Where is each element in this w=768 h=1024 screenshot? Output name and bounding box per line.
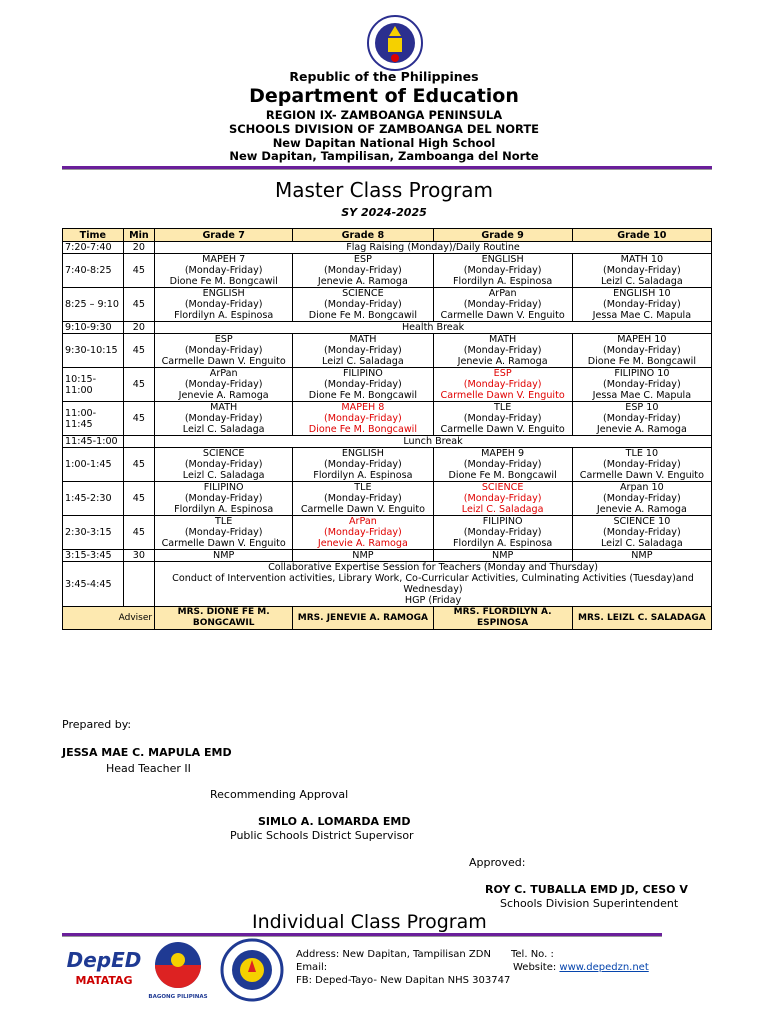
subject-name: MAPEH 9 xyxy=(481,448,525,459)
subject-name: ESP xyxy=(353,254,372,265)
subject-teacher: Dione Fe M. Bongcawil xyxy=(308,424,418,435)
adviser-name: MRS. JENEVIE A. RAMOGA xyxy=(293,607,433,630)
region-line: REGION IX- ZAMBOANGA PENINSULA xyxy=(265,108,503,122)
time-cell: 3:45-4:45 xyxy=(63,562,124,607)
subject-cell xyxy=(155,448,293,482)
approver-title: Schools Division Superintendent xyxy=(500,897,679,910)
subject-cell xyxy=(572,516,711,550)
subject-cell xyxy=(155,402,293,436)
plain-cell: NMP xyxy=(155,550,293,562)
plain-cell: NMP xyxy=(572,550,711,562)
subject-days: (Monday-Friday) xyxy=(463,345,542,356)
min-cell: 45 xyxy=(123,334,154,368)
subject-days: (Monday-Friday) xyxy=(184,459,263,470)
footer-fb: FB: Deped-Tayo- New Dapitan NHS 303747 xyxy=(296,975,511,986)
subject-teacher: Carmelle Dawn V. Enguito xyxy=(161,356,286,367)
adviser-label: Adviser xyxy=(63,607,155,630)
subject-teacher: Flordilyn A. Espinosa xyxy=(174,310,274,321)
subject-name: TLE xyxy=(215,516,233,527)
subject-name: TLE xyxy=(354,482,372,493)
min-cell: 45 xyxy=(123,288,154,322)
subject-name: ArPan xyxy=(348,516,377,527)
subject-teacher: Carmelle Dawn V. Enguito xyxy=(300,504,425,515)
recommender-name: SIMLO A. LOMARDA EMD xyxy=(258,815,411,828)
subject-cell xyxy=(433,402,572,436)
subject-name: ENGLISH xyxy=(481,254,524,265)
min-cell: 20 xyxy=(123,322,154,334)
time-cell: 1:00-1:45 xyxy=(63,448,124,482)
subject-days: (Monday-Friday) xyxy=(184,413,263,424)
division-line: SCHOOLS DIVISION OF ZAMBOANGA DEL NORTE xyxy=(228,122,540,136)
matatag-logo-text: MATATAG xyxy=(75,974,133,987)
subject-days: (Monday-Friday) xyxy=(184,493,263,504)
time-cell: 8:25 – 9:10 xyxy=(63,288,124,322)
subject-days: (Monday-Friday) xyxy=(603,299,681,310)
subject-name: MAPEH 7 xyxy=(202,254,246,265)
column-header: Grade 10 xyxy=(572,229,711,242)
subject-cell xyxy=(155,516,293,550)
subject-name: ESP 10 xyxy=(625,402,659,413)
individual-class-program-title: Individual Class Program xyxy=(252,911,487,933)
plain-cell: NMP xyxy=(293,550,433,562)
subject-cell xyxy=(293,254,433,288)
table-body xyxy=(63,242,712,630)
subject-name: FILIPINO xyxy=(203,482,244,493)
subject-days: (Monday-Friday) xyxy=(184,345,263,356)
website-label: Website: xyxy=(513,962,557,973)
subject-cell xyxy=(572,482,711,516)
min-cell xyxy=(123,436,154,448)
subject-teacher: Jenevie A. Ramoga xyxy=(317,538,408,549)
subject-cell xyxy=(293,368,433,402)
time-cell: 9:30-10:15 xyxy=(63,334,124,368)
subject-days: (Monday-Friday) xyxy=(603,493,681,504)
subject-name: MAPEH 10 xyxy=(617,334,667,345)
subject-days: (Monday-Friday) xyxy=(324,265,402,276)
subject-cell xyxy=(433,254,572,288)
recommender-title: Public Schools District Supervisor xyxy=(230,829,414,842)
subject-days: (Monday-Friday) xyxy=(324,379,402,390)
subject-teacher: Jenevie A. Ramoga xyxy=(457,356,548,367)
subject-days: (Monday-Friday) xyxy=(603,379,681,390)
subject-teacher: Jenevie A. Ramoga xyxy=(178,390,269,401)
subject-cell xyxy=(293,402,433,436)
time-cell: 2:30-3:15 xyxy=(63,516,124,550)
subject-name: SCIENCE xyxy=(202,448,245,459)
deped-matatag-logo xyxy=(66,946,142,998)
subject-name: ENGLISH 10 xyxy=(613,288,671,299)
min-cell: 45 xyxy=(123,254,154,288)
subject-teacher: Jenevie A. Ramoga xyxy=(596,424,687,435)
subject-cell xyxy=(293,448,433,482)
deped-seal-icon xyxy=(355,14,435,72)
subject-name: ENGLISH xyxy=(341,448,384,459)
subject-days: (Monday-Friday) xyxy=(184,527,263,538)
subject-teacher: Jessa Mae C. Mapula xyxy=(592,390,692,401)
table-row xyxy=(63,288,712,322)
column-header: Grade 7 xyxy=(155,229,293,242)
table-row xyxy=(63,436,712,448)
subject-name: ESP xyxy=(214,334,233,345)
bagong-pilipinas-text: BAGONG PILIPINAS xyxy=(148,994,208,1000)
subject-name: SCIENCE xyxy=(342,288,384,299)
subject-days: (Monday-Friday) xyxy=(324,299,402,310)
subject-name: SCIENCE 10 xyxy=(613,516,671,527)
subject-teacher: Dione Fe M. Bongcawil xyxy=(169,276,278,287)
subject-name: TLE 10 xyxy=(625,448,659,459)
subject-cell xyxy=(433,368,572,402)
time-cell: 9:10-9:30 xyxy=(63,322,124,334)
subject-teacher: Dione Fe M. Bongcawil xyxy=(587,356,696,367)
column-header: Grade 9 xyxy=(433,229,572,242)
subject-days: (Monday-Friday) xyxy=(324,413,402,424)
approved-label: Approved: xyxy=(469,856,526,869)
subject-teacher: Carmelle Dawn V. Enguito xyxy=(440,310,565,321)
subject-teacher: Jenevie A. Ramoga xyxy=(317,276,408,287)
subject-cell xyxy=(572,448,711,482)
subject-name: ArPan xyxy=(488,288,517,299)
subject-teacher: Jessa Mae C. Mapula xyxy=(592,310,692,321)
subject-name: TLE xyxy=(494,402,512,413)
bagong-pilipinas-logo xyxy=(146,940,210,1006)
table-row xyxy=(63,516,712,550)
table-row xyxy=(63,448,712,482)
min-cell: 45 xyxy=(123,448,154,482)
subject-cell xyxy=(293,334,433,368)
subject-days: (Monday-Friday) xyxy=(603,527,681,538)
subject-days: (Monday-Friday) xyxy=(603,459,681,470)
table-row xyxy=(63,242,712,254)
page-title: Master Class Program xyxy=(274,178,494,202)
table-row xyxy=(63,254,712,288)
column-header: Grade 8 xyxy=(293,229,433,242)
approver-name: ROY C. TUBALLA EMD JD, CESO V xyxy=(485,883,688,896)
multi-line: Conduct of Intervention activities, Library Work, Co-Curricular Activities, Culminating Activities (Tuesday)and Wednesday) xyxy=(172,573,694,595)
multi-cell xyxy=(155,562,712,607)
table-row xyxy=(63,402,712,436)
subject-teacher: Flordilyn A. Espinosa xyxy=(453,276,553,287)
subject-cell xyxy=(433,334,572,368)
time-cell: 3:15-3:45 xyxy=(63,550,124,562)
subject-teacher: Leizl C. Saladaga xyxy=(182,470,265,481)
subject-name: ESP xyxy=(493,368,512,379)
subject-teacher: Leizl C. Saladaga xyxy=(601,538,683,549)
republic-heading: Republic of the Philippines xyxy=(289,69,479,84)
footer-divider xyxy=(62,933,662,936)
min-cell: 20 xyxy=(123,242,154,254)
subject-days: (Monday-Friday) xyxy=(463,299,542,310)
table-row xyxy=(63,368,712,402)
subject-cell xyxy=(293,482,433,516)
adviser-name: MRS. FLORDILYN A. ESPINOSA xyxy=(433,607,572,630)
multi-line: HGP (Friday xyxy=(404,595,462,606)
subject-days: (Monday-Friday) xyxy=(463,379,542,390)
header-divider xyxy=(62,166,712,169)
subject-days: (Monday-Friday) xyxy=(184,265,263,276)
min-cell: 45 xyxy=(123,402,154,436)
subject-days: (Monday-Friday) xyxy=(463,493,542,504)
subject-days: (Monday-Friday) xyxy=(463,527,542,538)
subject-days: (Monday-Friday) xyxy=(324,459,402,470)
subject-days: (Monday-Friday) xyxy=(603,413,681,424)
subject-name: MATH 10 xyxy=(620,254,664,265)
subject-teacher: Carmelle Dawn V. Enguito xyxy=(161,538,286,549)
subject-teacher: Carmelle Dawn V. Enguito xyxy=(440,424,565,435)
adviser-row xyxy=(63,607,712,630)
subject-days: (Monday-Friday) xyxy=(184,299,263,310)
table-row xyxy=(63,562,712,607)
subject-cell xyxy=(433,482,572,516)
footer-website xyxy=(513,962,649,973)
subject-teacher: Leizl C. Saladaga xyxy=(322,356,404,367)
footer-address: Address: New Dapitan, Tampilisan ZDN xyxy=(296,949,491,960)
school-year: SY 2024-2025 xyxy=(341,206,427,219)
footer-email: Email: xyxy=(296,962,328,973)
table-row xyxy=(63,334,712,368)
subject-teacher: Leizl C. Saladaga xyxy=(182,424,265,435)
subject-name: ENGLISH xyxy=(202,288,245,299)
time-cell: 11:45-1:00 xyxy=(63,436,124,448)
subject-cell xyxy=(155,368,293,402)
table-row xyxy=(63,322,712,334)
subject-cell xyxy=(572,402,711,436)
multi-line: Collaborative Expertise Session for Teachers (Monday and Thursday) xyxy=(268,562,599,573)
department-heading: Department of Education xyxy=(249,85,519,107)
subject-cell xyxy=(572,254,711,288)
subject-days: (Monday-Friday) xyxy=(184,379,263,390)
subject-cell xyxy=(572,288,711,322)
time-cell: 7:20-7:40 xyxy=(63,242,124,254)
subject-teacher: Flordilyn A. Espinosa xyxy=(313,470,413,481)
subject-days: (Monday-Friday) xyxy=(463,265,542,276)
min-cell: 45 xyxy=(123,368,154,402)
subject-days: (Monday-Friday) xyxy=(603,345,681,356)
adviser-name: MRS. LEIZL C. SALADAGA xyxy=(572,607,711,630)
class-program-table xyxy=(62,228,712,630)
time-cell: 1:45-2:30 xyxy=(63,482,124,516)
subject-cell xyxy=(155,482,293,516)
adviser-name: MRS. DIONE FE M. BONGCAWIL xyxy=(155,607,293,630)
subject-name: MATH xyxy=(349,334,377,345)
subject-teacher: Jenevie A. Ramoga xyxy=(596,504,687,515)
subject-name: FILIPINO xyxy=(482,516,523,527)
subject-cell xyxy=(155,334,293,368)
min-cell: 45 xyxy=(123,482,154,516)
span-cell: Flag Raising (Monday)/Daily Routine xyxy=(155,242,712,254)
column-header: Min xyxy=(123,229,154,242)
subject-cell xyxy=(572,368,711,402)
min-cell: 30 xyxy=(123,550,154,562)
subject-days: (Monday-Friday) xyxy=(324,345,402,356)
subject-days: (Monday-Friday) xyxy=(324,493,402,504)
subject-cell xyxy=(572,334,711,368)
subject-days: (Monday-Friday) xyxy=(603,265,681,276)
subject-teacher: Flordilyn A. Espinosa xyxy=(453,538,553,549)
subject-teacher: Dione Fe M. Bongcawil xyxy=(308,310,418,321)
subject-cell xyxy=(155,288,293,322)
footer-tel: Tel. No. : xyxy=(511,949,554,960)
subject-cell xyxy=(155,254,293,288)
table-row xyxy=(63,550,712,562)
subject-teacher: Leizl C. Saladaga xyxy=(461,504,544,515)
subject-name: MATH xyxy=(489,334,517,345)
span-cell: Health Break xyxy=(155,322,712,334)
subject-name: MATH xyxy=(210,402,238,413)
subject-cell xyxy=(433,516,572,550)
plain-cell: NMP xyxy=(433,550,572,562)
subject-teacher: Dione Fe M. Bongcawil xyxy=(448,470,557,481)
subject-teacher: Flordilyn A. Espinosa xyxy=(174,504,274,515)
time-cell: 11:00-11:45 xyxy=(63,402,124,436)
subject-teacher: Carmelle Dawn V. Enguito xyxy=(440,390,565,401)
deped-logo-text: DepED xyxy=(66,948,142,972)
subject-name: ArPan xyxy=(209,368,238,379)
subject-days: (Monday-Friday) xyxy=(463,459,542,470)
website-link[interactable]: www.depedzn.net xyxy=(559,962,649,973)
subject-cell xyxy=(433,448,572,482)
min-cell: 45 xyxy=(123,516,154,550)
table-row xyxy=(63,482,712,516)
subject-cell xyxy=(293,516,433,550)
subject-days: (Monday-Friday) xyxy=(463,413,542,424)
time-cell: 7:40-8:25 xyxy=(63,254,124,288)
subject-name: Arpan 10 xyxy=(619,482,664,493)
subject-teacher: Leizl C. Saladaga xyxy=(601,276,683,287)
subject-teacher: Carmelle Dawn V. Enguito xyxy=(579,470,704,481)
time-cell: 10:15-11:00 xyxy=(63,368,124,402)
span-cell: Lunch Break xyxy=(155,436,712,448)
subject-cell xyxy=(293,288,433,322)
subject-teacher: Dione Fe M. Bongcawil xyxy=(308,390,418,401)
recommending-label: Recommending Approval xyxy=(210,788,349,801)
column-header: Time xyxy=(63,229,124,242)
subject-name: MAPEH 8 xyxy=(341,402,385,413)
preparer-title: Head Teacher II xyxy=(106,762,191,775)
preparer-name: JESSA MAE C. MAPULA EMD xyxy=(62,746,232,759)
bagong-pilipinas-emblem-icon xyxy=(153,940,203,990)
subject-cell xyxy=(433,288,572,322)
school-seal-icon xyxy=(220,938,284,1002)
prepared-by-label: Prepared by: xyxy=(62,718,132,731)
address-line: New Dapitan, Tampilisan, Zamboanga del Norte xyxy=(229,149,539,163)
subject-name: SCIENCE xyxy=(481,482,524,493)
subject-name: FILIPINO 10 xyxy=(614,368,670,379)
school-line: New Dapitan National High School xyxy=(272,136,496,150)
subject-name: FILIPINO xyxy=(342,368,383,379)
table-header-row xyxy=(63,229,712,242)
subject-days: (Monday-Friday) xyxy=(324,527,402,538)
min-cell xyxy=(123,562,154,607)
